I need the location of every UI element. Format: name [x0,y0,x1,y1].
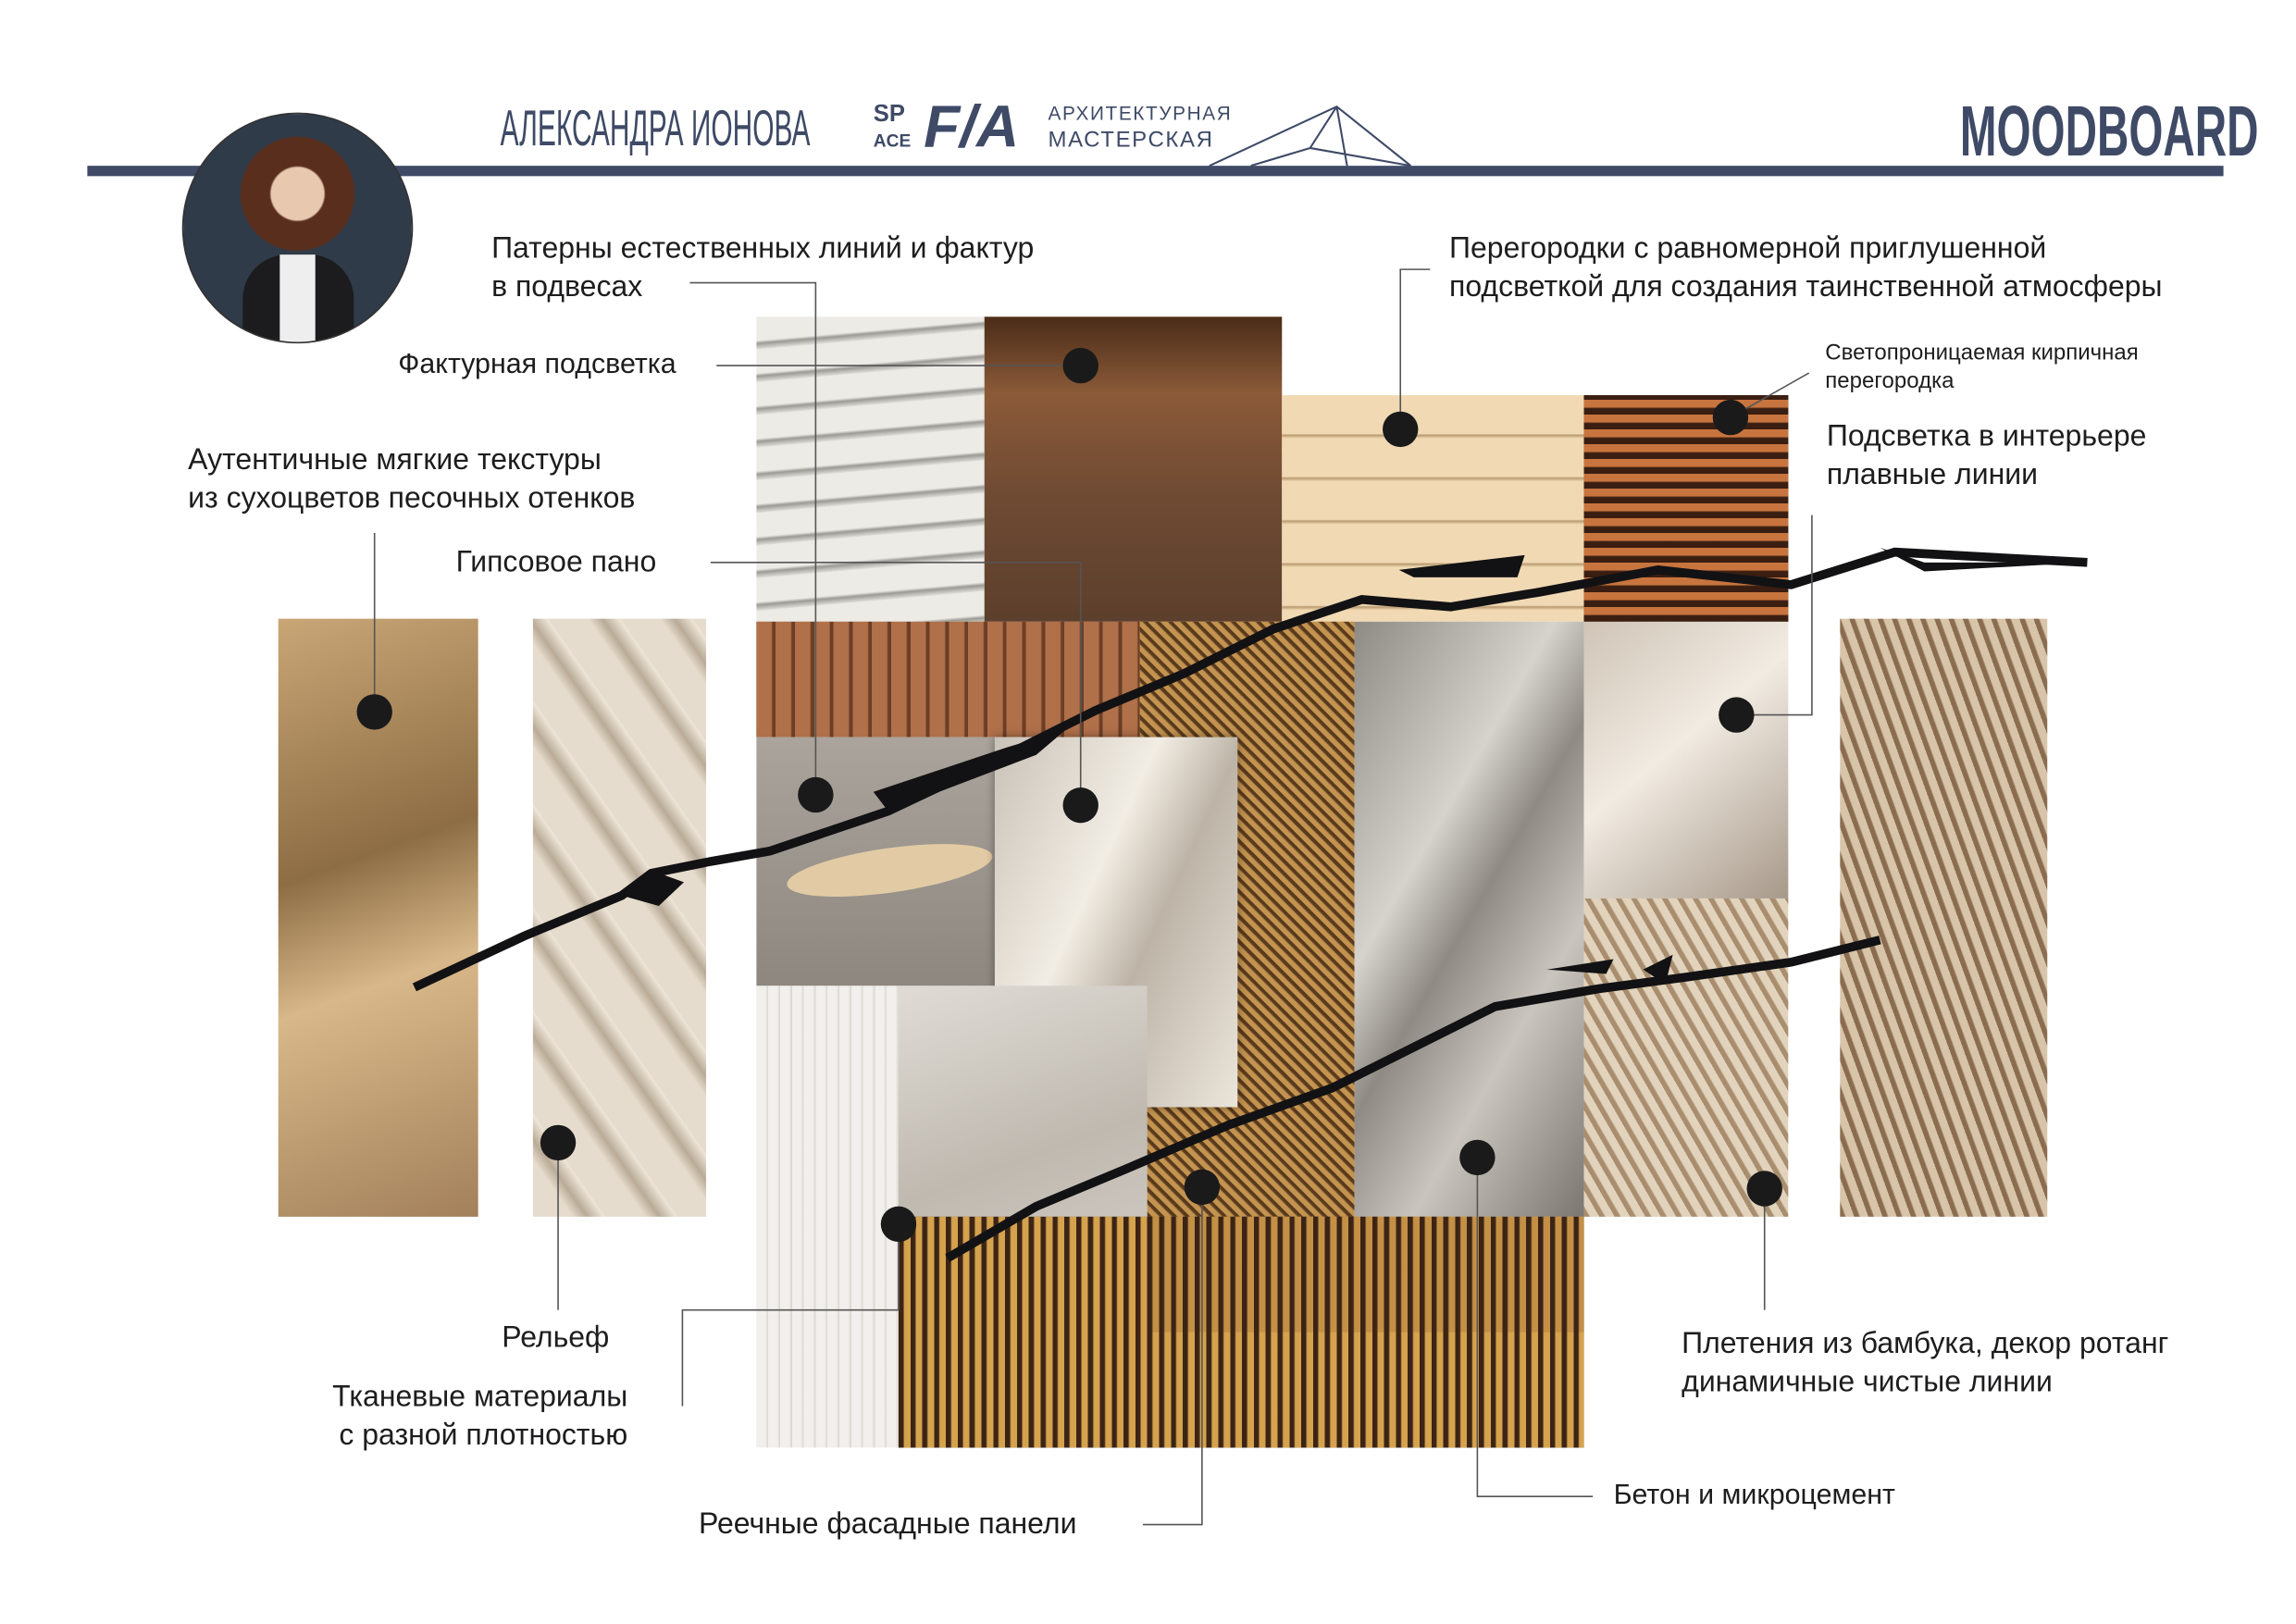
marker-dot [1383,412,1418,447]
label-dried-flowers [188,441,635,518]
marker-dot [1063,787,1098,823]
label-concrete: Бетон и микроцемент [1613,1480,1895,1512]
logo-fa: F/A [924,94,1020,160]
label-line: из сухоцветов песочных отенков [188,482,636,515]
label-patterns [491,229,1034,306]
label-line: перегородка [1825,368,1955,394]
studio-line1: АРХИТЕКТУРНАЯ [1048,102,1233,125]
label-relief: Рельеф [502,1321,610,1355]
marker-dot [1185,1170,1220,1205]
label-interior-light [1827,417,2147,494]
label-line: Подсветка в интерьере [1826,420,2147,453]
label-line: Патерны естественных линий и фактур [491,232,1035,266]
marker-dot [357,694,392,729]
label-brick-partition [1825,339,2138,395]
label-line: Перегородки с равномерной приглушенной [1449,232,2047,266]
label-line: Светопроницаемая кирпичная [1825,340,2139,366]
marker-dot [540,1125,576,1160]
marker-dot [798,777,833,812]
logo-ace: ACE [873,130,912,152]
label-line: с разной плотностью [339,1419,628,1453]
label-line: Плетения из бамбука, декор ротанг [1682,1327,2169,1361]
marker-dot [881,1207,916,1242]
label-slat-panels: Реечные фасадные панели [699,1507,1077,1542]
logo-sp: SP [873,102,905,128]
label-line: динамичные чистые линии [1682,1366,2053,1399]
marker-dot [1747,1171,1782,1206]
label-line: в подвесах [491,270,643,304]
label-line: плавные линии [1826,458,2038,492]
marker-dot [1063,348,1098,383]
marker-dot [1719,697,1754,732]
studio-line2: МАСТЕРСКАЯ [1048,127,1214,153]
label-line: Аутентичные мягкие текстуры [188,443,602,477]
marker-dot [1459,1140,1495,1175]
label-fabrics [291,1378,628,1455]
author-name: АЛЕКСАНДРА ИОНОВА [500,100,811,157]
page-title: MOODBOARD [1959,93,2259,172]
label-plaster-panel: Гипсовое пано [455,546,657,579]
label-partitions [1449,229,2163,306]
label-line: подсветкой для создания таинственной атмосферы [1449,270,2163,304]
label-textured-light: Фактурная подсветка [398,349,676,381]
marker-dot [1713,400,1748,435]
label-bamboo [1682,1325,2168,1402]
label-line: Тканевые материалы [332,1381,628,1414]
